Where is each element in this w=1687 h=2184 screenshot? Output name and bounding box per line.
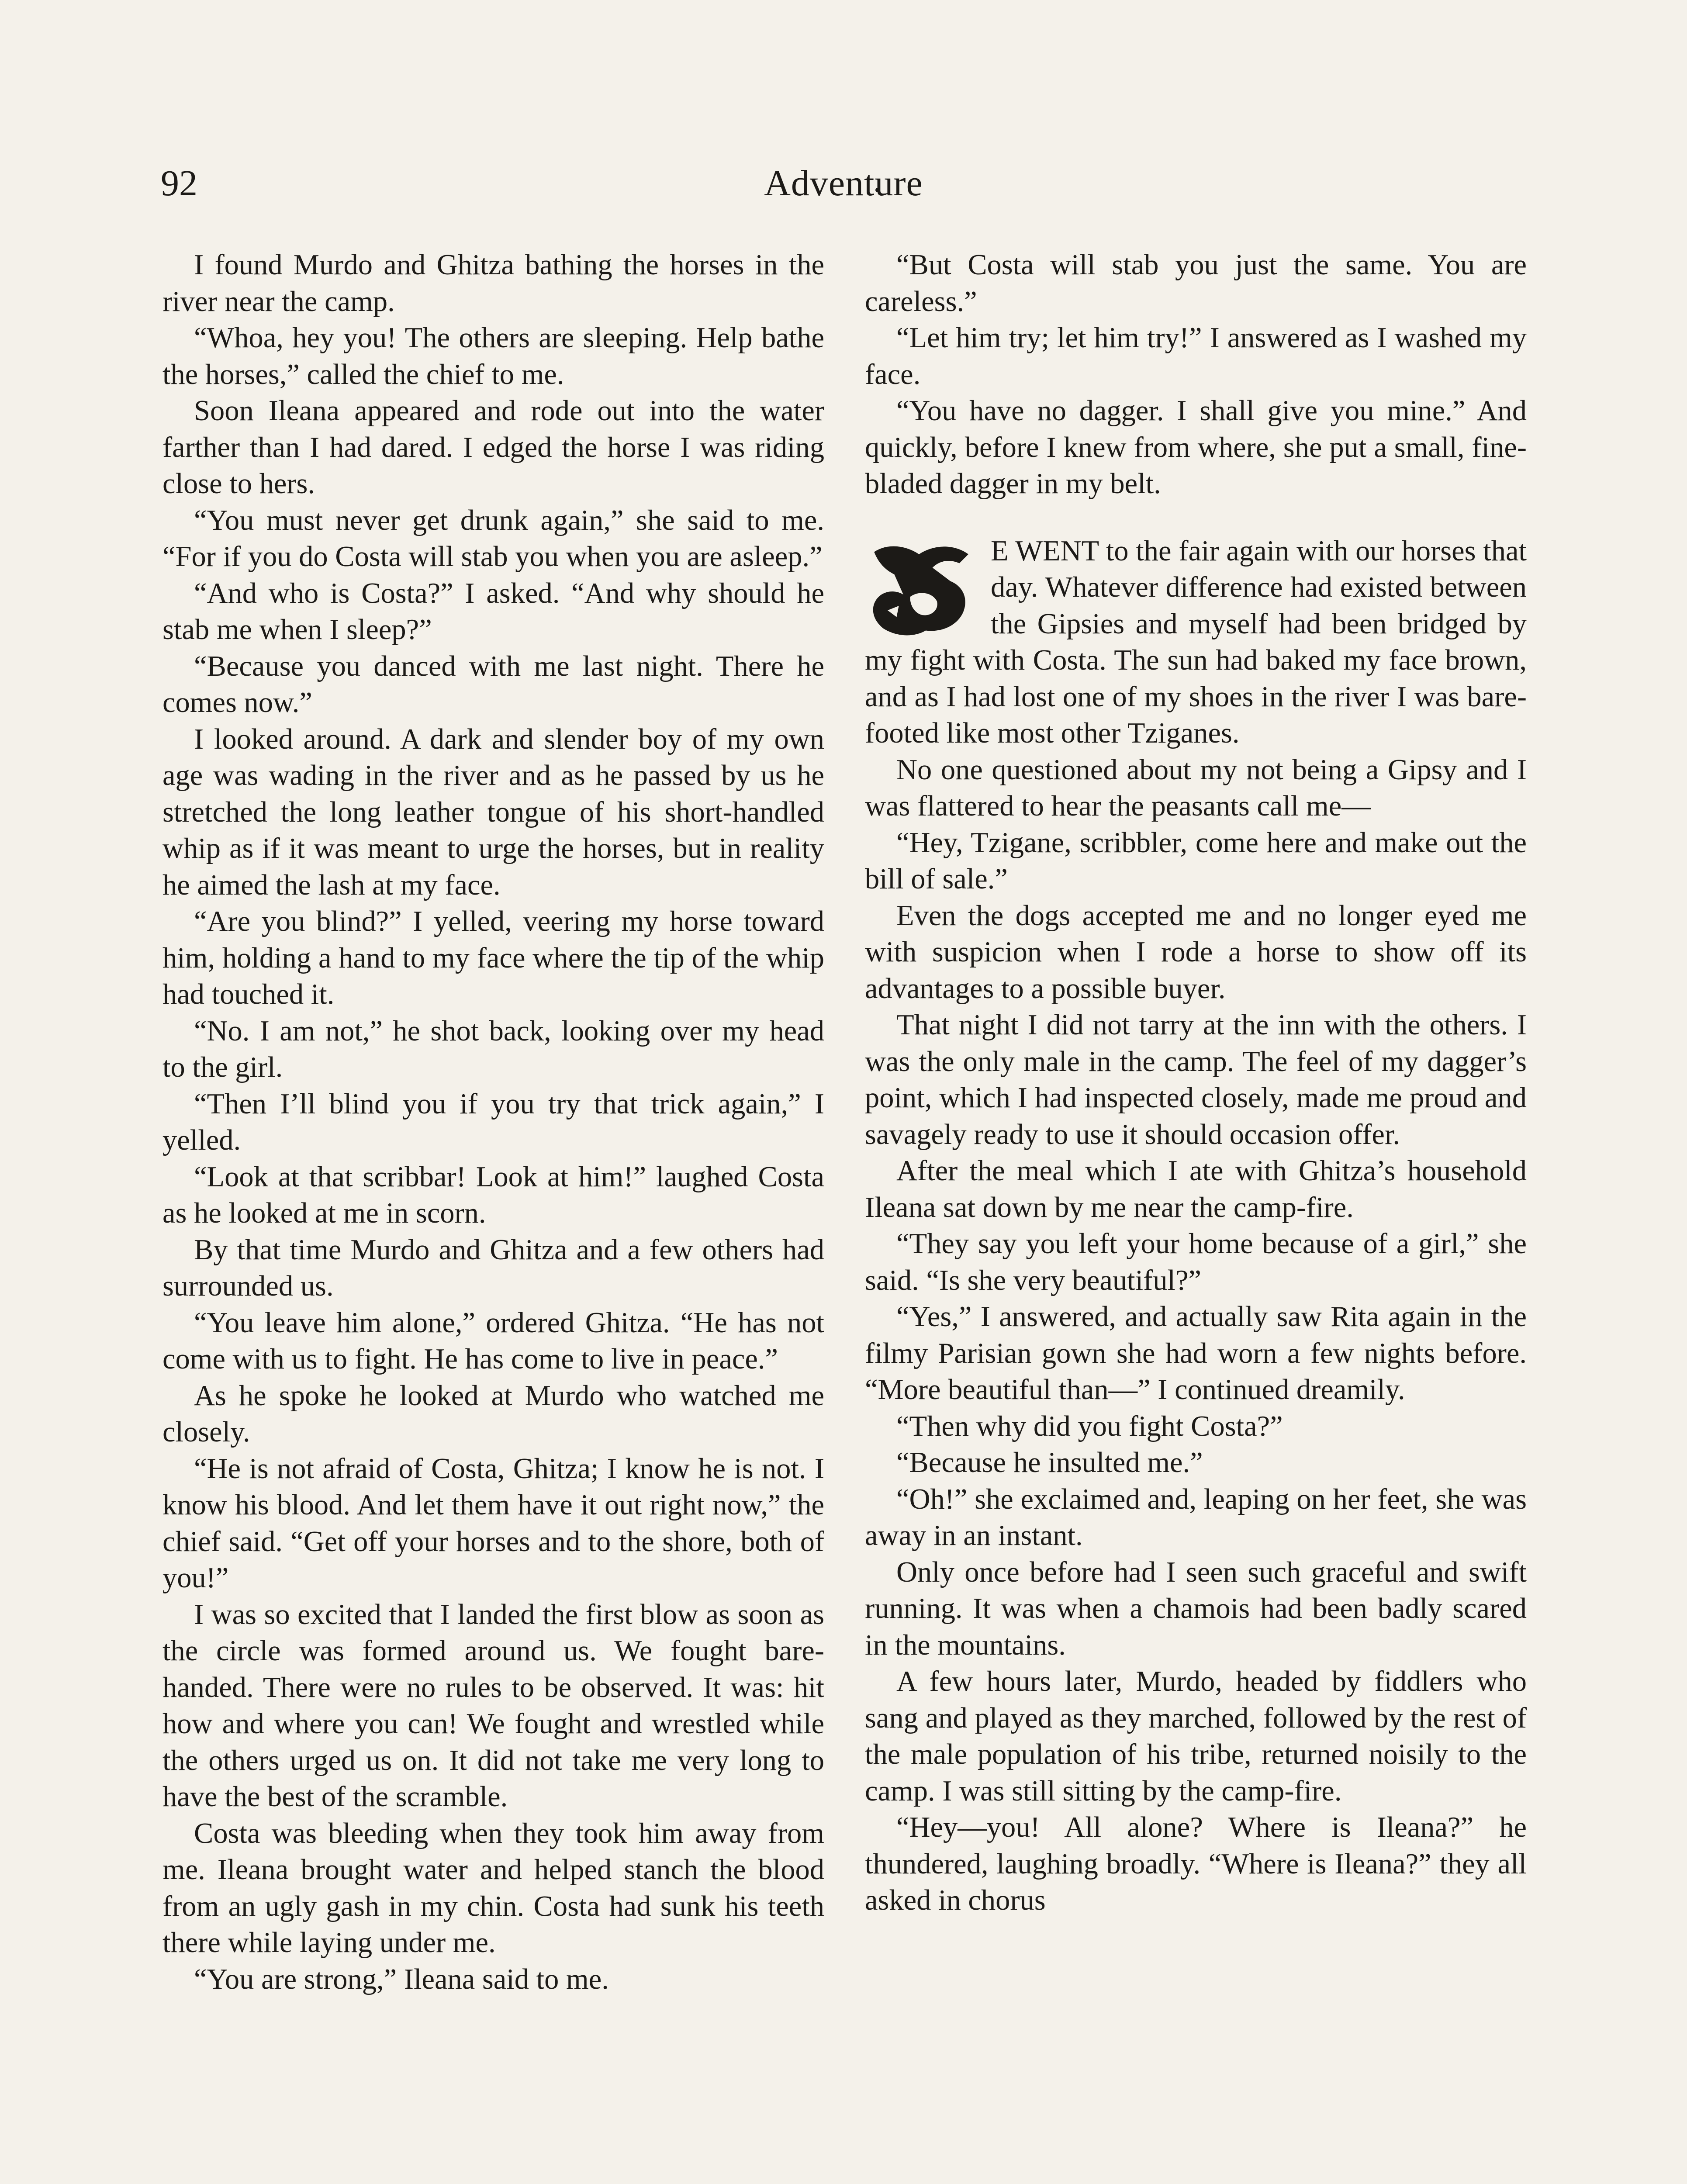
paragraph: “You must never get drunk again,” she said to me. “For if you do Costa will stab you when you are asleep.” [162, 504, 824, 573]
page-number: 92 [161, 163, 197, 204]
paragraph: No one questioned about my not being a Gipsy and I was flattered to hear the peasants call me— [865, 753, 1527, 822]
paragraph: “Whoa, hey you! The others are sleeping. Help bathe the horses,” called the chief to me. [162, 322, 824, 390]
paragraph: “You leave him alone,” ordered Ghitza. “He has not come with us to fight. He has come to live in peace.” [162, 1306, 824, 1375]
paragraph: “You have no dagger. I shall give you mine.” And quickly, before I knew from where, she put a small, fine-bladed dagger in my belt. [865, 395, 1527, 500]
paragraph: I found Murdo and Ghitza bathing the horses in the river near the camp. [162, 249, 824, 318]
paragraph: As he spoke he looked at Murdo who watched me closely. [162, 1379, 824, 1448]
section-opening-paragraph [865, 533, 1527, 752]
paragraph: Soon Ileana appeared and rode out into the water farther than I had dared. I edged the horse I was riding close to hers. [162, 395, 824, 500]
paragraph: “Hey—you! All alone? Where is Ileana?” he thundered, laughing broadly. “Where is Ileana?” they all asked in chorus [865, 1811, 1527, 1916]
paragraph: “Hey, Tzigane, scribbler, come here and make out the bill of sale.” [865, 826, 1527, 895]
paragraph: I was so excited that I landed the first blow as soon as the circle was formed around us. We fought bare-handed. There were no rules to be observed. It was: hit how and where you can! We fought and wrestled while the others urged us on. It did not take me very long to have the best of the scramble. [162, 1598, 824, 1813]
paragraph: A few hours later, Murdo, headed by fiddlers who sang and played as they marched, followed by the rest of the male population of his tribe, returned noisily to the camp. I was still sitting by the camp-fire. [865, 1666, 1527, 1807]
paragraph: “Then I’ll blind you if you try that trick again,” I yelled. [162, 1088, 824, 1156]
paragraph: I looked around. A dark and slender boy of my own age was wading in the river and as he passed by us he stretched the long leather tongue of his short-handled whip as if it was meant to urge the horses, but in reality he aimed the lash at my face. [162, 723, 824, 901]
paragraph: That night I did not tarry at the inn with the others. I was the only male in the camp. The feel of my dagger’s point, which I had inspected closely, made me proud and savagely ready to use it should occasion offer. [865, 1009, 1527, 1151]
paragraph: “You are strong,” Ileana said to me. [194, 1963, 609, 1995]
running-title: Adventure [764, 163, 923, 204]
paragraph: Only once before had I seen such graceful and swift running. It was when a chamois had been badly scared in the mountains. [865, 1556, 1527, 1661]
paragraph: “Because you danced with me last night. There he comes now.” [162, 650, 824, 719]
paragraph: Costa was bleeding when they took him away from me. Ileana brought water and helped stanch the blood from an ugly gash in my chin. Costa had sunk his teeth there while laying under me. [162, 1817, 824, 1959]
paragraph: “Yes,” I answered, and actually saw Rita again in the filmy Parisian gown she had worn a few nights before. “More beautiful than—” I continued dreamily. [865, 1301, 1527, 1406]
paragraph: “Let him try; let him try!” I answered as I washed my face. [865, 322, 1527, 390]
dragon-initial-illustration [865, 541, 978, 639]
paragraph: “They say you left your home because of a girl,” she said. “Is she very beautiful?” [865, 1228, 1527, 1296]
page-header [161, 157, 1526, 210]
paragraph: Even the dogs accepted me and no longer eyed me with suspicion when I rode a horse to show off its advantages to a possible buyer. [865, 899, 1527, 1005]
paragraph: “Because he insulted me.” [896, 1447, 1203, 1479]
left-column [162, 247, 824, 2184]
paragraph: By that time Murdo and Ghitza and a few others had surrounded us. [162, 1234, 824, 1302]
paragraph: “He is not afraid of Costa, Ghitza; I know he is not. I know his blood. And let them have it out right now,” the chief said. “Get off your horses and to the shore, both of you!” [162, 1452, 824, 1594]
paragraph: “Then why did you fight Costa?” [896, 1410, 1283, 1442]
right-column [865, 247, 1527, 2184]
paragraph: “Oh!” she exclaimed and, leaping on her feet, she was away in an instant. [865, 1483, 1527, 1552]
paragraph: “No. I am not,” he shot back, looking over my head to the girl. [162, 1015, 824, 1083]
section-text: E WENT to the fair again with our horses that day. Whatever difference had existed between the Gipsies and myself had been bridged by my fight with Costa. The sun had baked my face brown, and as I had lost one of my shoes in the river I was bare-footed like most other Tziganes. [865, 535, 1527, 749]
paragraph: “Look at that scribbar! Look at him!” laughed Costa as he looked at me in scorn. [162, 1161, 824, 1229]
decorative-dropcap [865, 541, 978, 639]
paragraph: “But Costa will stab you just the same. You are careless.” [865, 249, 1527, 318]
paragraph: “Are you blind?” I yelled, veering my horse toward him, holding a hand to my face where the tip of the whip had touched it. [162, 905, 824, 1010]
paragraph: “And who is Costa?” I asked. “And why should he stab me when I sleep?” [162, 577, 824, 646]
paragraph: After the meal which I ate with Ghitza’s household Ileana sat down by me near the camp-fire. [865, 1155, 1527, 1223]
